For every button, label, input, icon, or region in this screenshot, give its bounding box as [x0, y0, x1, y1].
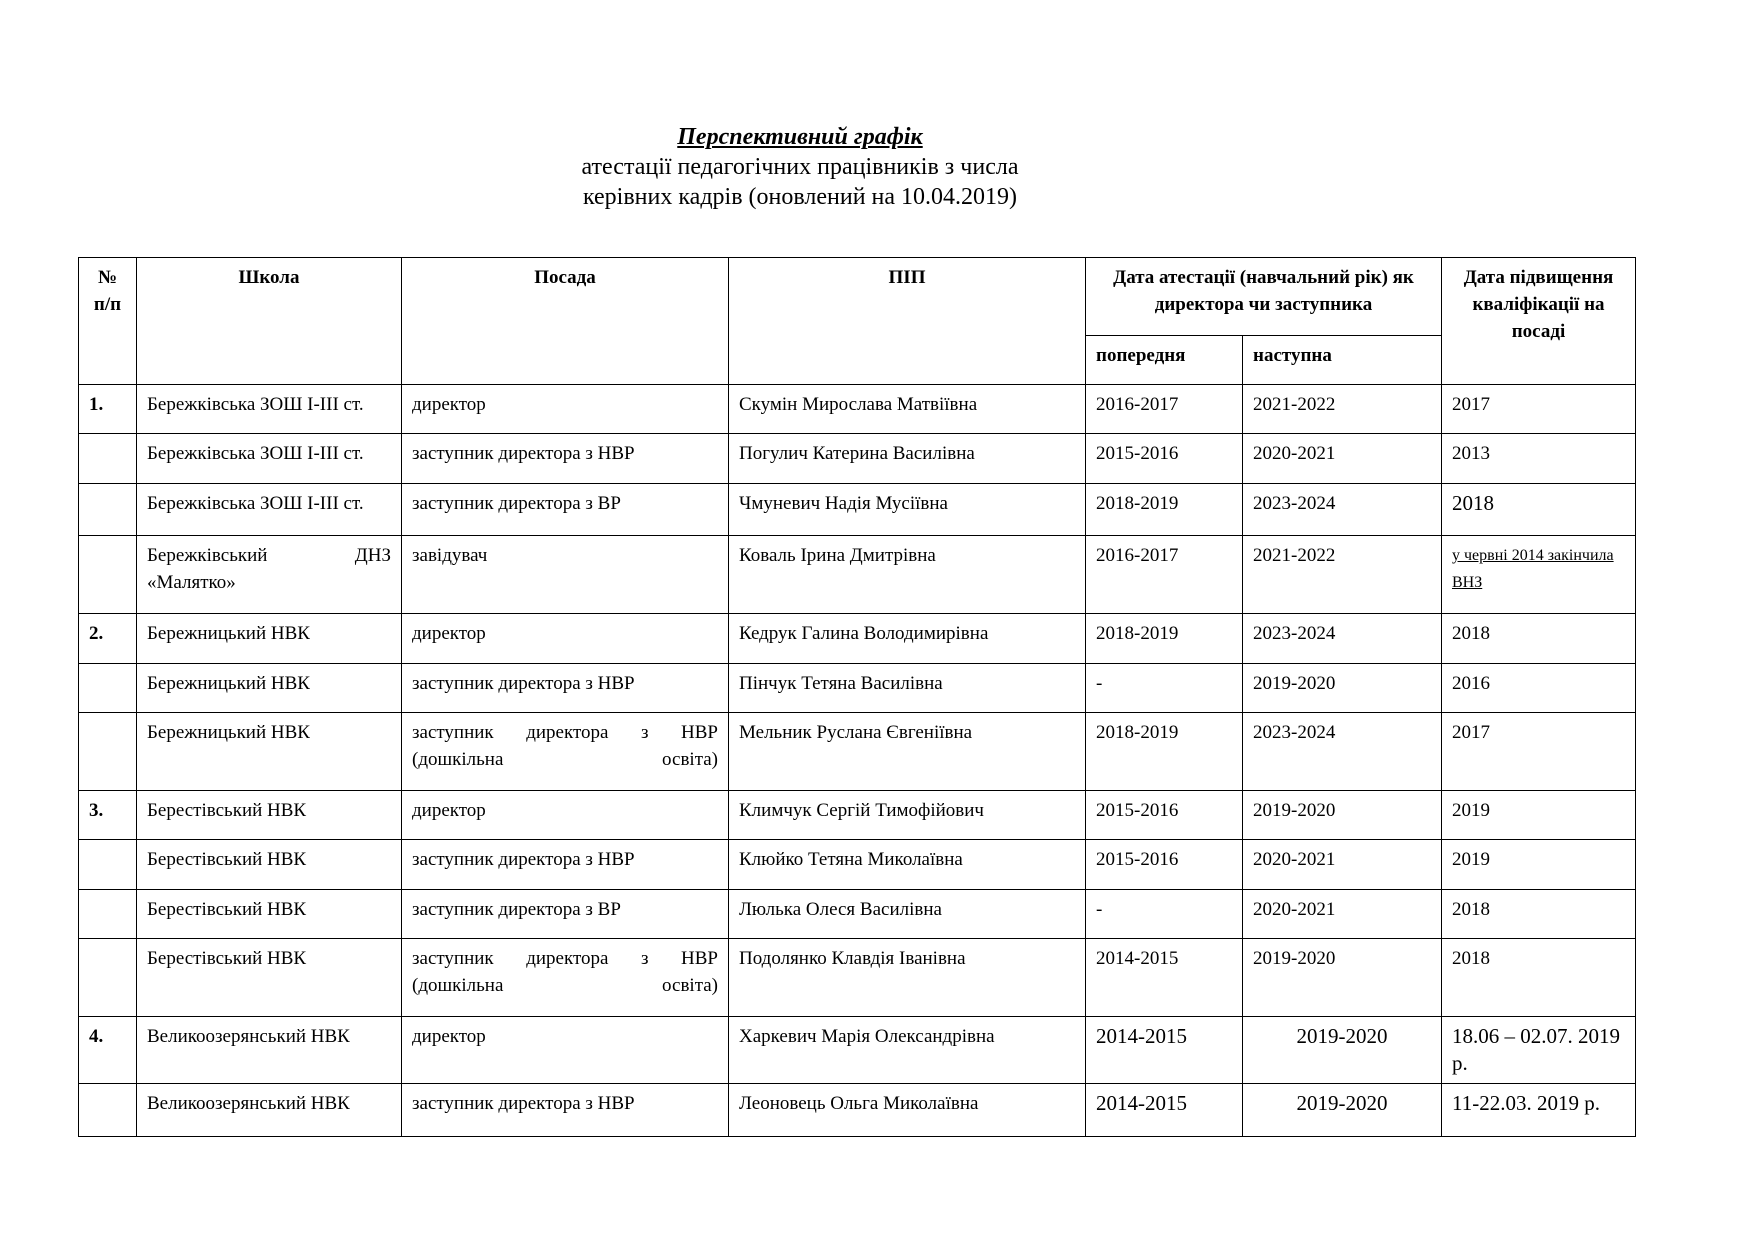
row-position: заступник директора з ВР [402, 484, 729, 536]
row-qualification: 2016 [1442, 664, 1636, 713]
row-prev-date: - [1086, 890, 1243, 939]
row-next-date: 2019-2020 [1243, 664, 1442, 713]
header-next: наступна [1243, 336, 1442, 385]
row-school: Берестівський НВК [137, 939, 402, 1017]
row-prev-date: - [1086, 664, 1243, 713]
row-position: заступник директора з НВР [402, 664, 729, 713]
row-qualification: 2017 [1442, 385, 1636, 434]
row-prev-date: 2018-2019 [1086, 713, 1243, 791]
row-position: заступник директора з НВР [402, 840, 729, 890]
row-school: Бережківська ЗОШ І-ІІІ ст. [137, 484, 402, 536]
row-position: заступник директора з НВР (дошкільна освіта) [402, 939, 729, 1017]
table-row [79, 840, 1636, 890]
table-row [79, 536, 1636, 614]
row-school: Бережницький НВК [137, 713, 402, 791]
table-row [79, 791, 1636, 840]
row-name: Климчук Сергій Тимофійович [729, 791, 1086, 840]
document-title-block [0, 122, 1600, 212]
row-prev-date: 2018-2019 [1086, 614, 1243, 664]
row-num: 2. [79, 614, 137, 664]
row-position: заступник директора з НВР (дошкільна освіта) [402, 713, 729, 791]
row-next-date: 2019-2020 [1243, 791, 1442, 840]
row-next-date: 2023-2024 [1243, 713, 1442, 791]
row-num [79, 434, 137, 484]
row-next-date: 2020-2021 [1243, 434, 1442, 484]
row-num [79, 939, 137, 1017]
header-previous: попередня [1086, 336, 1243, 385]
row-prev-date: 2014-2015 [1086, 939, 1243, 1017]
row-qualification: 2017 [1442, 713, 1636, 791]
row-prev-date: 2014-2015 [1086, 1084, 1243, 1137]
row-qualification: 11-22.03. 2019 р. [1442, 1084, 1636, 1137]
table-row [79, 385, 1636, 434]
row-next-date: 2020-2021 [1243, 890, 1442, 939]
row-name: Коваль Ірина Дмитрівна [729, 536, 1086, 614]
row-prev-date: 2015-2016 [1086, 434, 1243, 484]
row-num: 1. [79, 385, 137, 434]
row-qualification: 2013 [1442, 434, 1636, 484]
row-next-date: 2019-2020 [1243, 1017, 1442, 1084]
row-name: Мельник Руслана Євгеніївна [729, 713, 1086, 791]
row-qualification: 2018 [1442, 939, 1636, 1017]
table-row [79, 1017, 1636, 1084]
document-subtitle-line-1: атестації педагогічних працівників з числа [581, 154, 1019, 180]
row-prev-date: 2015-2016 [1086, 840, 1243, 890]
row-school: Бережківська ЗОШ І-ІІІ ст. [137, 385, 402, 434]
row-num [79, 664, 137, 713]
row-position: директор [402, 791, 729, 840]
row-position: завідувач [402, 536, 729, 614]
row-num [79, 536, 137, 614]
row-school: Великоозерянський НВК [137, 1017, 402, 1084]
row-prev-date: 2018-2019 [1086, 484, 1243, 536]
attestation-schedule-table [78, 257, 1636, 1137]
row-prev-date: 2016-2017 [1086, 536, 1243, 614]
row-qualification: 2019 [1442, 840, 1636, 890]
row-school: Бережківська ЗОШ І-ІІІ ст. [137, 434, 402, 484]
row-position: заступник директора з ВР [402, 890, 729, 939]
row-next-date: 2021-2022 [1243, 385, 1442, 434]
row-position: директор [402, 614, 729, 664]
table-row [79, 614, 1636, 664]
row-next-date: 2019-2020 [1243, 1084, 1442, 1137]
row-num [79, 1084, 137, 1137]
row-school: Берестівський НВК [137, 791, 402, 840]
row-name: Пінчук Тетяна Василівна [729, 664, 1086, 713]
header-attestation-date: Дата атестації (навчальний рік) як директора чи заступника [1086, 258, 1442, 336]
row-prev-date: 2014-2015 [1086, 1017, 1243, 1084]
row-next-date: 2023-2024 [1243, 484, 1442, 536]
row-name: Леоновець Ольга Миколаївна [729, 1084, 1086, 1137]
table-row [79, 890, 1636, 939]
row-num [79, 890, 137, 939]
header-position: Посада [402, 258, 729, 385]
row-num [79, 713, 137, 791]
row-qualification: 2018 [1442, 484, 1636, 536]
row-prev-date: 2015-2016 [1086, 791, 1243, 840]
row-qualification: у червні 2014 закінчила ВНЗ [1442, 536, 1636, 614]
document-subtitle-line-2: керівних кадрів (оновлений на 10.04.2019) [582, 184, 1018, 210]
row-prev-date: 2016-2017 [1086, 385, 1243, 434]
row-school: Берестівський НВК [137, 890, 402, 939]
row-name: Скумін Мирослава Матвіївна [729, 385, 1086, 434]
header-name: ПІП [729, 258, 1086, 385]
row-name: Погулич Катерина Василівна [729, 434, 1086, 484]
row-school: Бережницький НВК [137, 664, 402, 713]
row-position: директор [402, 385, 729, 434]
row-name: Чмуневич Надія Мусіївна [729, 484, 1086, 536]
row-qualification: 2018 [1442, 890, 1636, 939]
row-num [79, 484, 137, 536]
row-qualification: 18.06 – 02.07. 2019 р. [1442, 1017, 1636, 1084]
row-num: 3. [79, 791, 137, 840]
table-row [79, 484, 1636, 536]
header-qualification-date: Дата підвищення кваліфікації на посаді [1442, 258, 1636, 385]
table-row [79, 664, 1636, 713]
row-school: Бережницький НВК [137, 614, 402, 664]
row-next-date: 2021-2022 [1243, 536, 1442, 614]
row-name: Кедрук Галина Володимирівна [729, 614, 1086, 664]
row-name: Харкевич Марія Олександрівна [729, 1017, 1086, 1084]
table-row [79, 939, 1636, 1017]
row-qualification: 2018 [1442, 614, 1636, 664]
row-position: заступник директора з НВР [402, 1084, 729, 1137]
table-row [79, 434, 1636, 484]
row-school: Бережківський ДНЗ «Малятко» [137, 536, 402, 614]
document-title: Перспективний графік [677, 124, 923, 150]
row-next-date: 2020-2021 [1243, 840, 1442, 890]
row-school: Берестівський НВК [137, 840, 402, 890]
row-name: Клюйко Тетяна Миколаївна [729, 840, 1086, 890]
header-num: № п/п [79, 258, 137, 385]
row-school: Великоозерянський НВК [137, 1084, 402, 1137]
row-qualification: 2019 [1442, 791, 1636, 840]
row-next-date: 2019-2020 [1243, 939, 1442, 1017]
row-name: Люлька Олеся Василівна [729, 890, 1086, 939]
header-school: Школа [137, 258, 402, 385]
table-row [79, 1084, 1636, 1137]
table-header-row [79, 258, 1636, 336]
row-position: директор [402, 1017, 729, 1084]
row-num: 4. [79, 1017, 137, 1084]
table-row [79, 713, 1636, 791]
row-num [79, 840, 137, 890]
row-name: Подолянко Клавдія Іванівна [729, 939, 1086, 1017]
row-next-date: 2023-2024 [1243, 614, 1442, 664]
row-position: заступник директора з НВР [402, 434, 729, 484]
